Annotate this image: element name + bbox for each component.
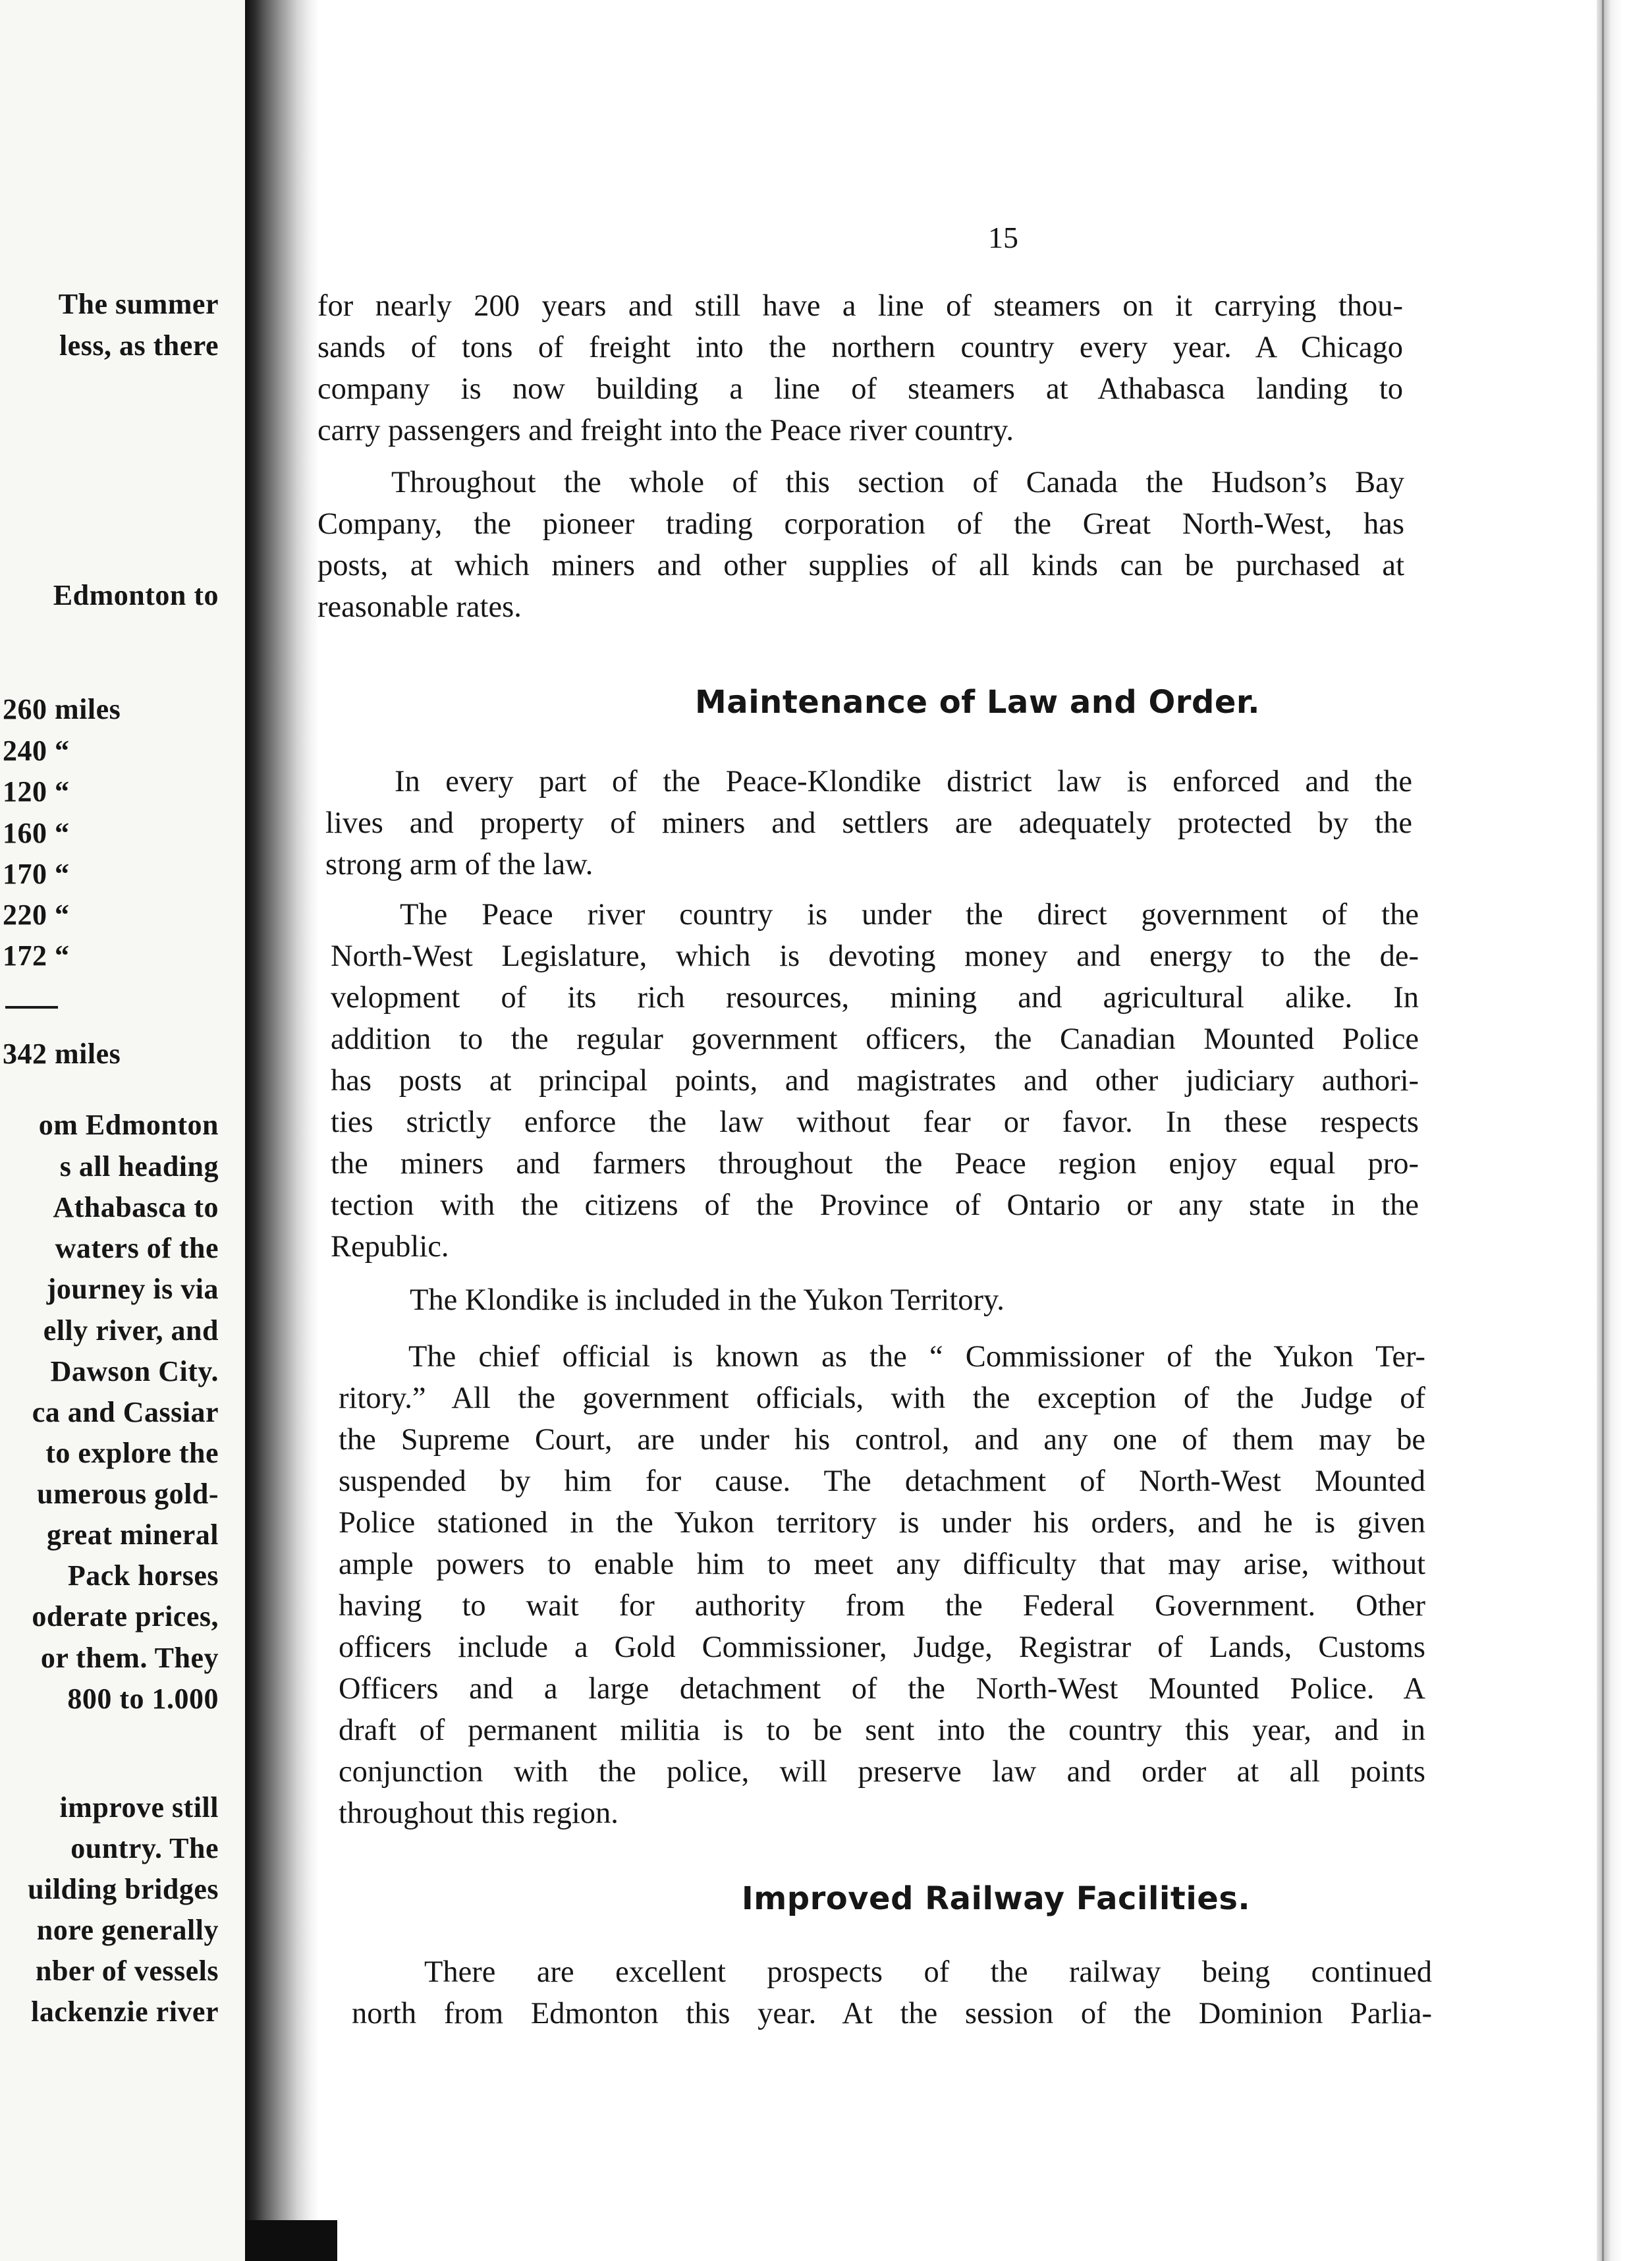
text-line: Police stationed in the Yukon territory is under his orders, and he is given: [339, 1506, 1425, 1540]
text-line: officers include a Gold Commissioner, Judge, Registrar of Lands, Customs: [339, 1631, 1425, 1664]
text-line: has posts at principal points, and magistrates and other judiciary authori-: [331, 1064, 1419, 1098]
text-line: having to wait for authority from the Federal Government. Other: [339, 1589, 1425, 1623]
left-page-line: 160 “: [3, 817, 70, 849]
section-heading-railway-facilities: Improved Railway Facilities.: [741, 1880, 1251, 1917]
paragraph-2: [317, 462, 1404, 628]
text-line: tection with the citizens of the Province of Ontario or any state in the: [331, 1188, 1419, 1222]
text-line: The Peace river country is under the direct government of the: [400, 898, 1419, 932]
text-line: In every part of the Peace-Klondike district law is enforced and the: [395, 765, 1412, 798]
text-line: Company, the pioneer trading corporation of the Great North-West, has: [317, 507, 1404, 541]
left-page-line: to explore the: [45, 1437, 219, 1469]
main-page: [317, 0, 1597, 2261]
page-right-edge: [1597, 0, 1652, 2261]
left-page-line: 800 to 1.000: [67, 1683, 219, 1715]
text-line: The chief official is known as the “ Commissioner of the Yukon Ter-: [408, 1340, 1425, 1374]
left-page-line: 260 miles: [3, 693, 121, 725]
paragraph-4: [331, 894, 1419, 1268]
left-page-line: great mineral: [46, 1519, 219, 1551]
left-page-line: 172 “: [3, 939, 70, 972]
text-line: ample powers to enable him to meet any difficulty that may arise, without: [339, 1548, 1425, 1581]
left-page-line: 342 miles: [3, 1038, 121, 1070]
left-page-line: Dawson City.: [50, 1355, 219, 1387]
text-line: conjunction with the police, will preserve law and order at all points: [339, 1755, 1425, 1789]
section-heading-law-and-order: Maintenance of Law and Order.: [695, 684, 1260, 721]
page-number: 15: [988, 221, 1018, 254]
left-page-line: ca and Cassiar: [32, 1396, 219, 1428]
text-line: Throughout the whole of this section of Canada the Hudson’s Bay: [391, 466, 1404, 499]
left-page-line: journey is via: [46, 1273, 219, 1305]
left-page-total-rule: [5, 1006, 58, 1009]
left-page-fragment: [0, 0, 245, 2261]
left-page-line: 120 “: [3, 775, 70, 808]
text-line: the Supreme Court, are under his control, and any one of them may be: [339, 1423, 1425, 1457]
text-line: the miners and farmers throughout the Peace region enjoy equal pro-: [331, 1147, 1419, 1181]
left-page-line: Edmonton to: [53, 579, 219, 611]
text-line: North-West Legislature, which is devoting money and energy to the de-: [331, 939, 1419, 973]
left-page-line: nber of vessels: [35, 1955, 219, 1987]
left-page-line: ountry. The: [70, 1832, 219, 1864]
page-edge-line: [1602, 0, 1604, 2261]
left-page-line: 240 “: [3, 735, 70, 767]
text-line: lives and property of miners and settlers are adequately protected by the: [325, 806, 1412, 840]
paragraph-5: [410, 1279, 1424, 1321]
text-line: carry passengers and freight into the Peace river country.: [317, 414, 1014, 447]
text-line: throughout this region.: [339, 1797, 619, 1830]
text-line: posts, at which miners and other supplies of all kinds can be purchased at: [317, 549, 1404, 582]
text-line: north from Edmonton this year. At the session of the Dominion Parlia-: [352, 1997, 1432, 2030]
text-line: The Klondike is included in the Yukon Territory.: [410, 1283, 1005, 1317]
left-page-line: uilding bridges: [28, 1873, 219, 1905]
text-line: draft of permanent militia is to be sent into the country this year, and in: [339, 1714, 1425, 1747]
text-line: ties strictly enforce the law without fear or favor. In these respects: [331, 1105, 1419, 1139]
left-page-line: 220 “: [3, 899, 70, 931]
left-page-line: lackenzie river: [31, 1996, 219, 2028]
left-page-line: waters of the: [55, 1232, 219, 1264]
text-line: ritory.” All the government officials, with the exception of the Judge of: [339, 1382, 1425, 1415]
text-line: Republic.: [331, 1230, 449, 1264]
paragraph-1: [317, 285, 1403, 451]
text-line: suspended by him for cause. The detachment of North-West Mounted: [339, 1465, 1425, 1498]
left-page-line: improve still: [59, 1791, 219, 1824]
paragraph-3: [325, 761, 1412, 885]
paragraph-7: [352, 1951, 1432, 2034]
text-line: reasonable rates.: [317, 590, 522, 624]
text-line: There are excellent prospects of the railway being continued: [424, 1955, 1432, 1989]
left-page-line: 170 “: [3, 858, 70, 890]
text-line: addition to the regular government officers, the Canadian Mounted Police: [331, 1022, 1419, 1056]
left-page-line: or them. They: [40, 1642, 219, 1674]
binding-gutter-shadow: [245, 0, 317, 2261]
left-page-line: elly river, and: [43, 1314, 219, 1347]
text-line: velopment of its rich resources, mining and agricultural alike. In: [331, 981, 1419, 1015]
left-page-line: Pack horses: [67, 1559, 219, 1592]
left-page-line: umerous gold-: [37, 1478, 219, 1510]
left-page-line: nore generally: [36, 1914, 219, 1946]
left-page-line: om Edmonton: [38, 1109, 219, 1141]
text-line: for nearly 200 years and still have a line of steamers on it carrying thou-: [317, 289, 1403, 323]
text-line: strong arm of the law.: [325, 848, 593, 881]
text-line: sands of tons of freight into the northern country every year. A Chicago: [317, 331, 1403, 364]
paragraph-6: [339, 1336, 1425, 1834]
text-line: company is now building a line of steamers at Athabasca landing to: [317, 372, 1403, 406]
left-page-line: Athabasca to: [53, 1191, 219, 1223]
left-page-line: s all heading: [59, 1150, 219, 1183]
left-page-line: less, as there: [59, 329, 219, 362]
text-line: Officers and a large detachment of the North-West Mounted Police. A: [339, 1672, 1425, 1706]
left-page-line: oderate prices,: [32, 1600, 219, 1633]
left-page-line: The summer: [58, 288, 219, 320]
